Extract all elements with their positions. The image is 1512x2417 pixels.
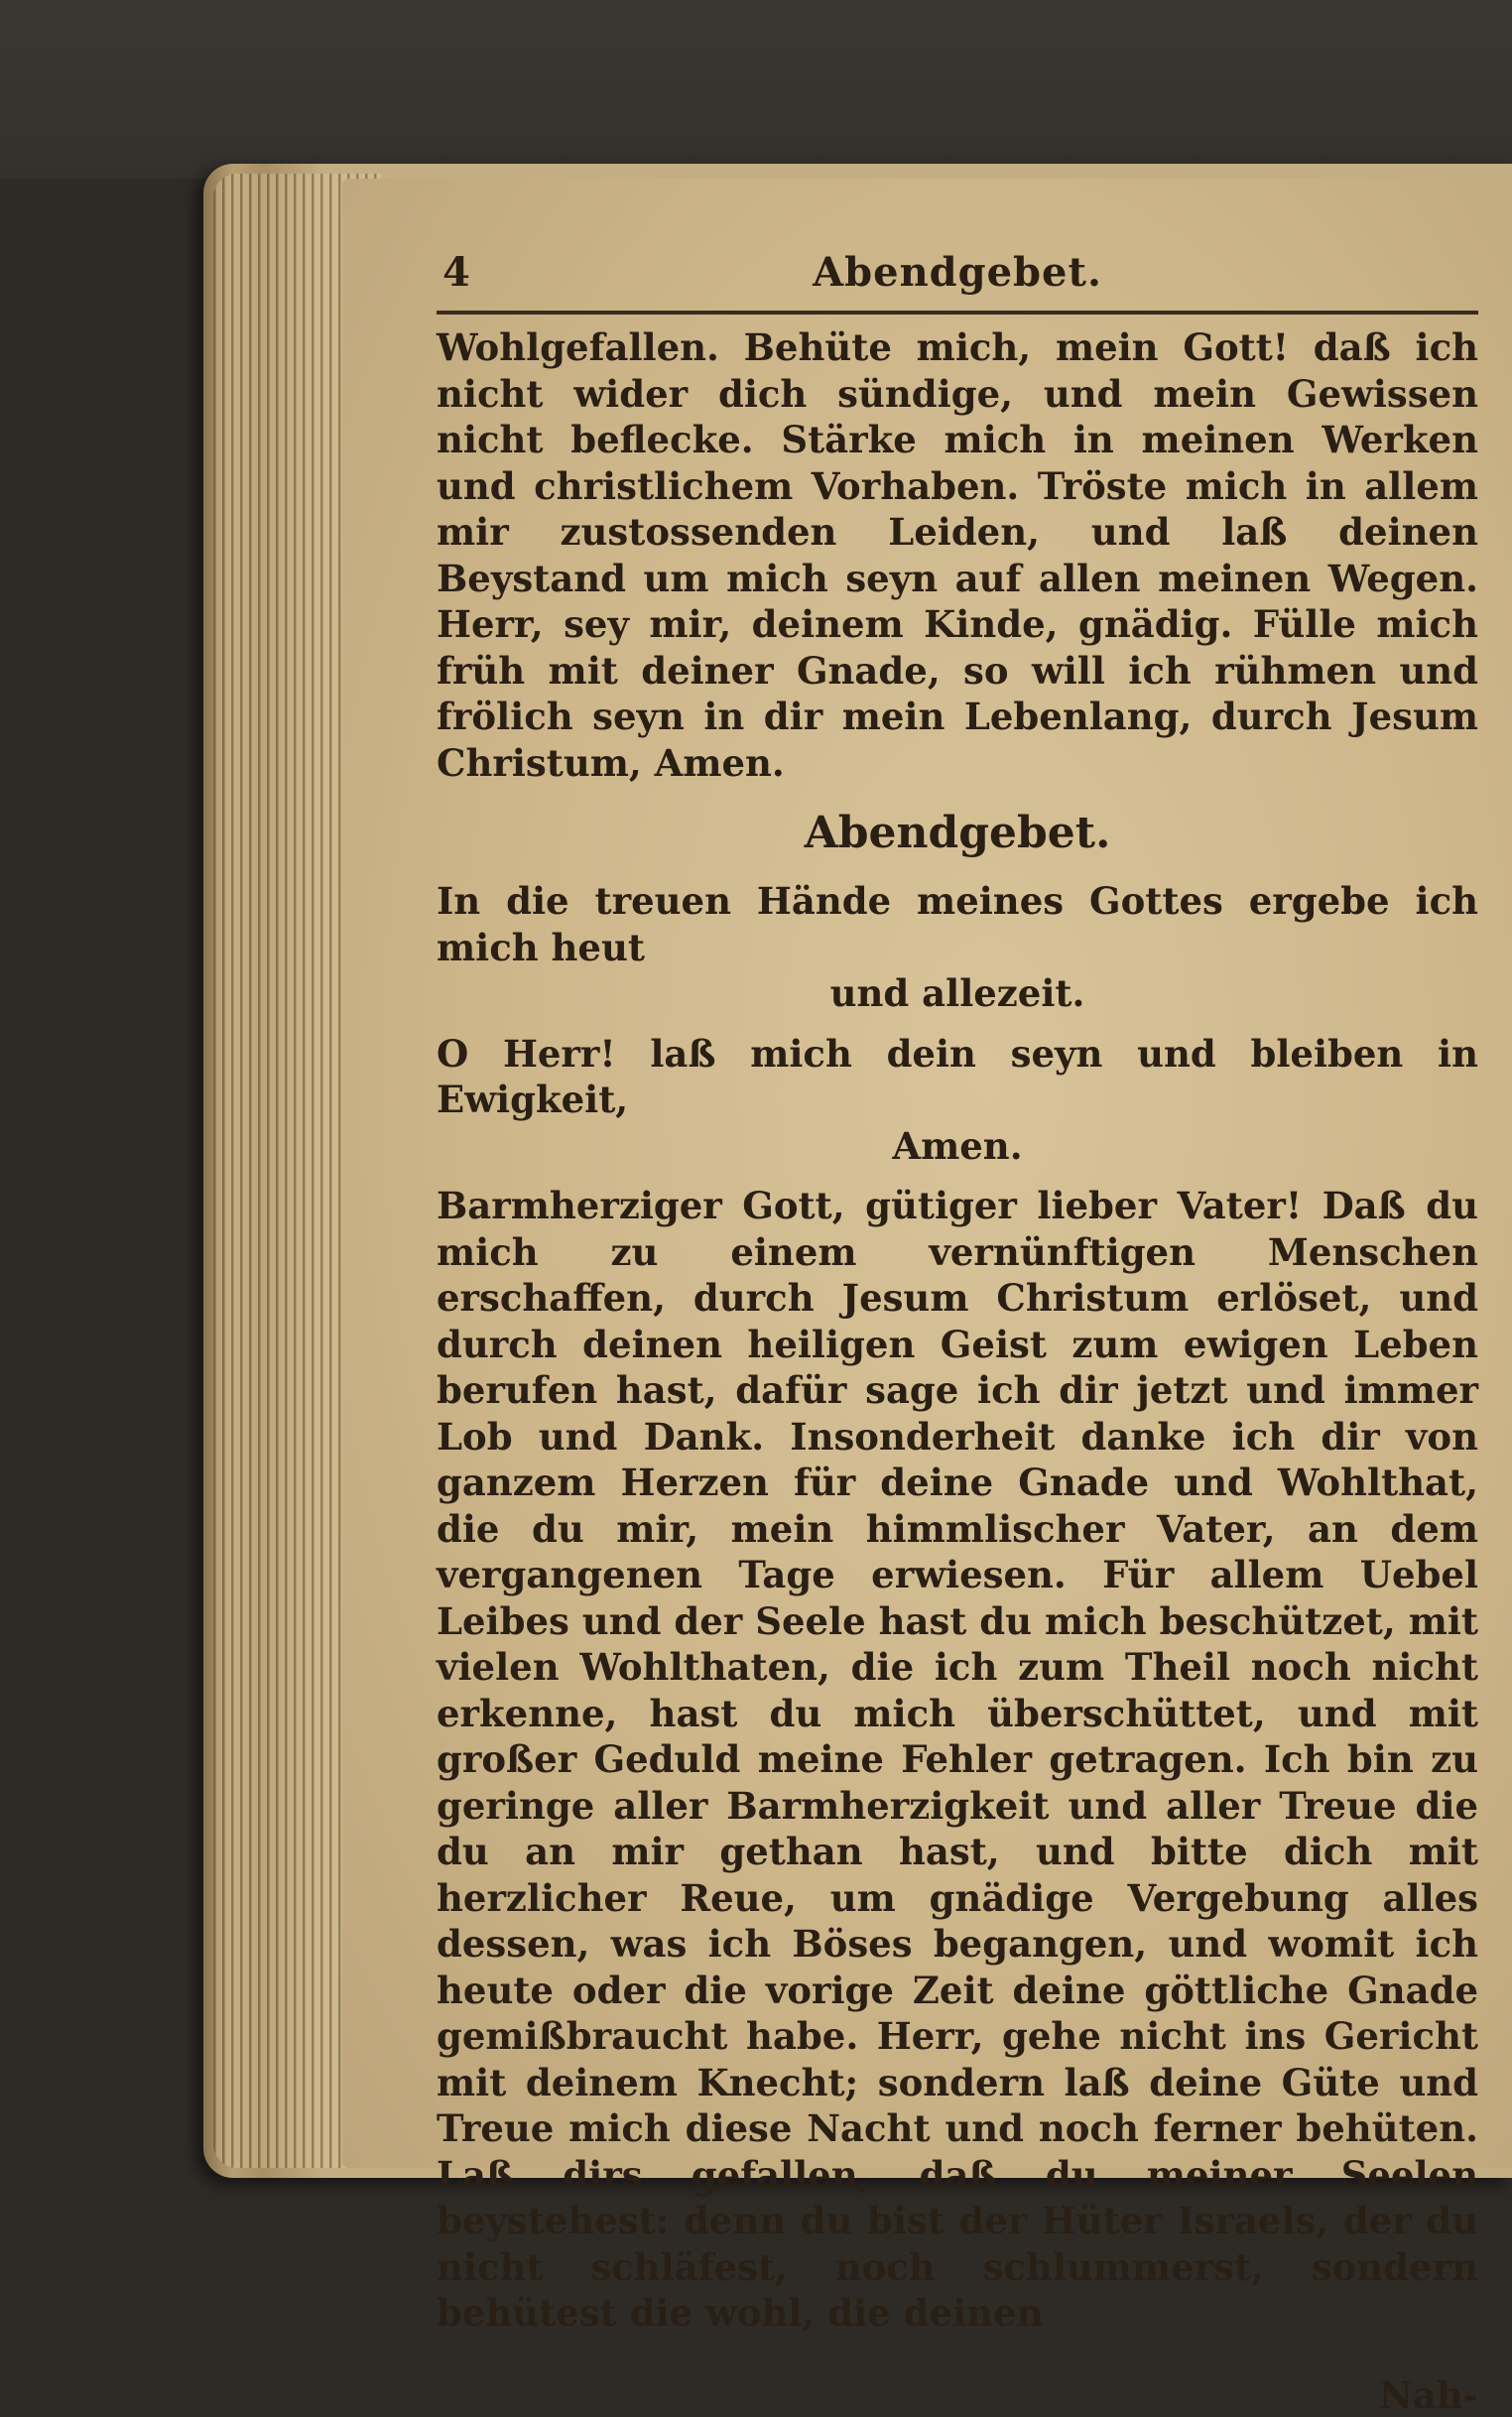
page-header <box>437 243 1478 305</box>
dark-background <box>0 0 1512 179</box>
intro-paragraph: Wohlgefallen. Behüte mich, mein Gott! daß ich nicht wider dich sündige, und mein Gewissen nicht beflecke. Stärke mich in meinen Werken und christlichem Vorhaben. Tröste mich in allem mir zustossenden Leiden, und laß deinen Beystand um mich seyn auf allen meinen Wegen. Herr, sey mir, deinem Kinde, gnädig. Fülle mich früh mit deiner Gnade, so will ich rühmen und frölich seyn in dir mein Lebenlang, durch Jesum Christum, Amen. <box>437 325 1478 785</box>
page-text <box>437 243 1478 2417</box>
verse-2-line-2: Amen. <box>892 1123 1023 1168</box>
header-rule <box>437 311 1478 315</box>
catchword: Nah- <box>1378 2372 1478 2417</box>
section-title: Abendgebet. <box>804 808 1111 858</box>
verse-2-line-1: O Herr! laß mich dein seyn und bleiben in Ewigkeit, <box>437 1031 1478 1121</box>
verse-1-line-2: und allezeit. <box>829 971 1085 1015</box>
page-number: 4 <box>442 249 470 296</box>
verse-1 <box>437 878 1478 1017</box>
verse-1-line-1: In die treuen Hände meines Gottes ergebe ich mich heut <box>437 879 1478 969</box>
prayer-paragraph: Barmherziger Gott, gütiger lieber Vater! Daß du mich zu einem vernünftigen Menschen erschaffen, durch Jesum Christum erlöset, und durch deinen heiligen Geist zum ewigen Leben berufen hast, dafür sage ich dir jetzt und immer Lob und Dank. Insonderheit danke ich dir von ganzem Herzen für deine Gnade und Wohlthat, die du mir, mein himmlischer Vater, an dem vergangenen Tage erwiesen. Für allem Uebel Leibes und der Seele hast du mich beschützet, mit vielen Wohlthaten, die ich zum Theil noch nicht erkenne, hast du mich überschüttet, und mit großer Geduld meine Fehler getragen. Ich bin zu geringe aller Barmherzigkeit und aller Treue die du an mir gethan hast, und bitte dich mit herzlicher Reue, um gnädige Vergebung alles dessen, was ich Böses begangen, und womit ich heute oder die vorige Zeit deine göttliche Gnade gemißbraucht habe. Herr, gehe nicht ins Gericht mit deinem Knecht; sondern laß deine Güte und Treue mich diese Nacht und noch ferner behüten. Laß dirs gefallen, daß du meiner Seelen beystehest: denn du bist der Hüter Israels, der du nicht schläfest, noch schlummerst, sondern behütest die wohl, die deinen <box>437 1184 1478 2335</box>
running-head: Abendgebet. <box>813 249 1102 296</box>
verse-2 <box>437 1031 1478 1170</box>
